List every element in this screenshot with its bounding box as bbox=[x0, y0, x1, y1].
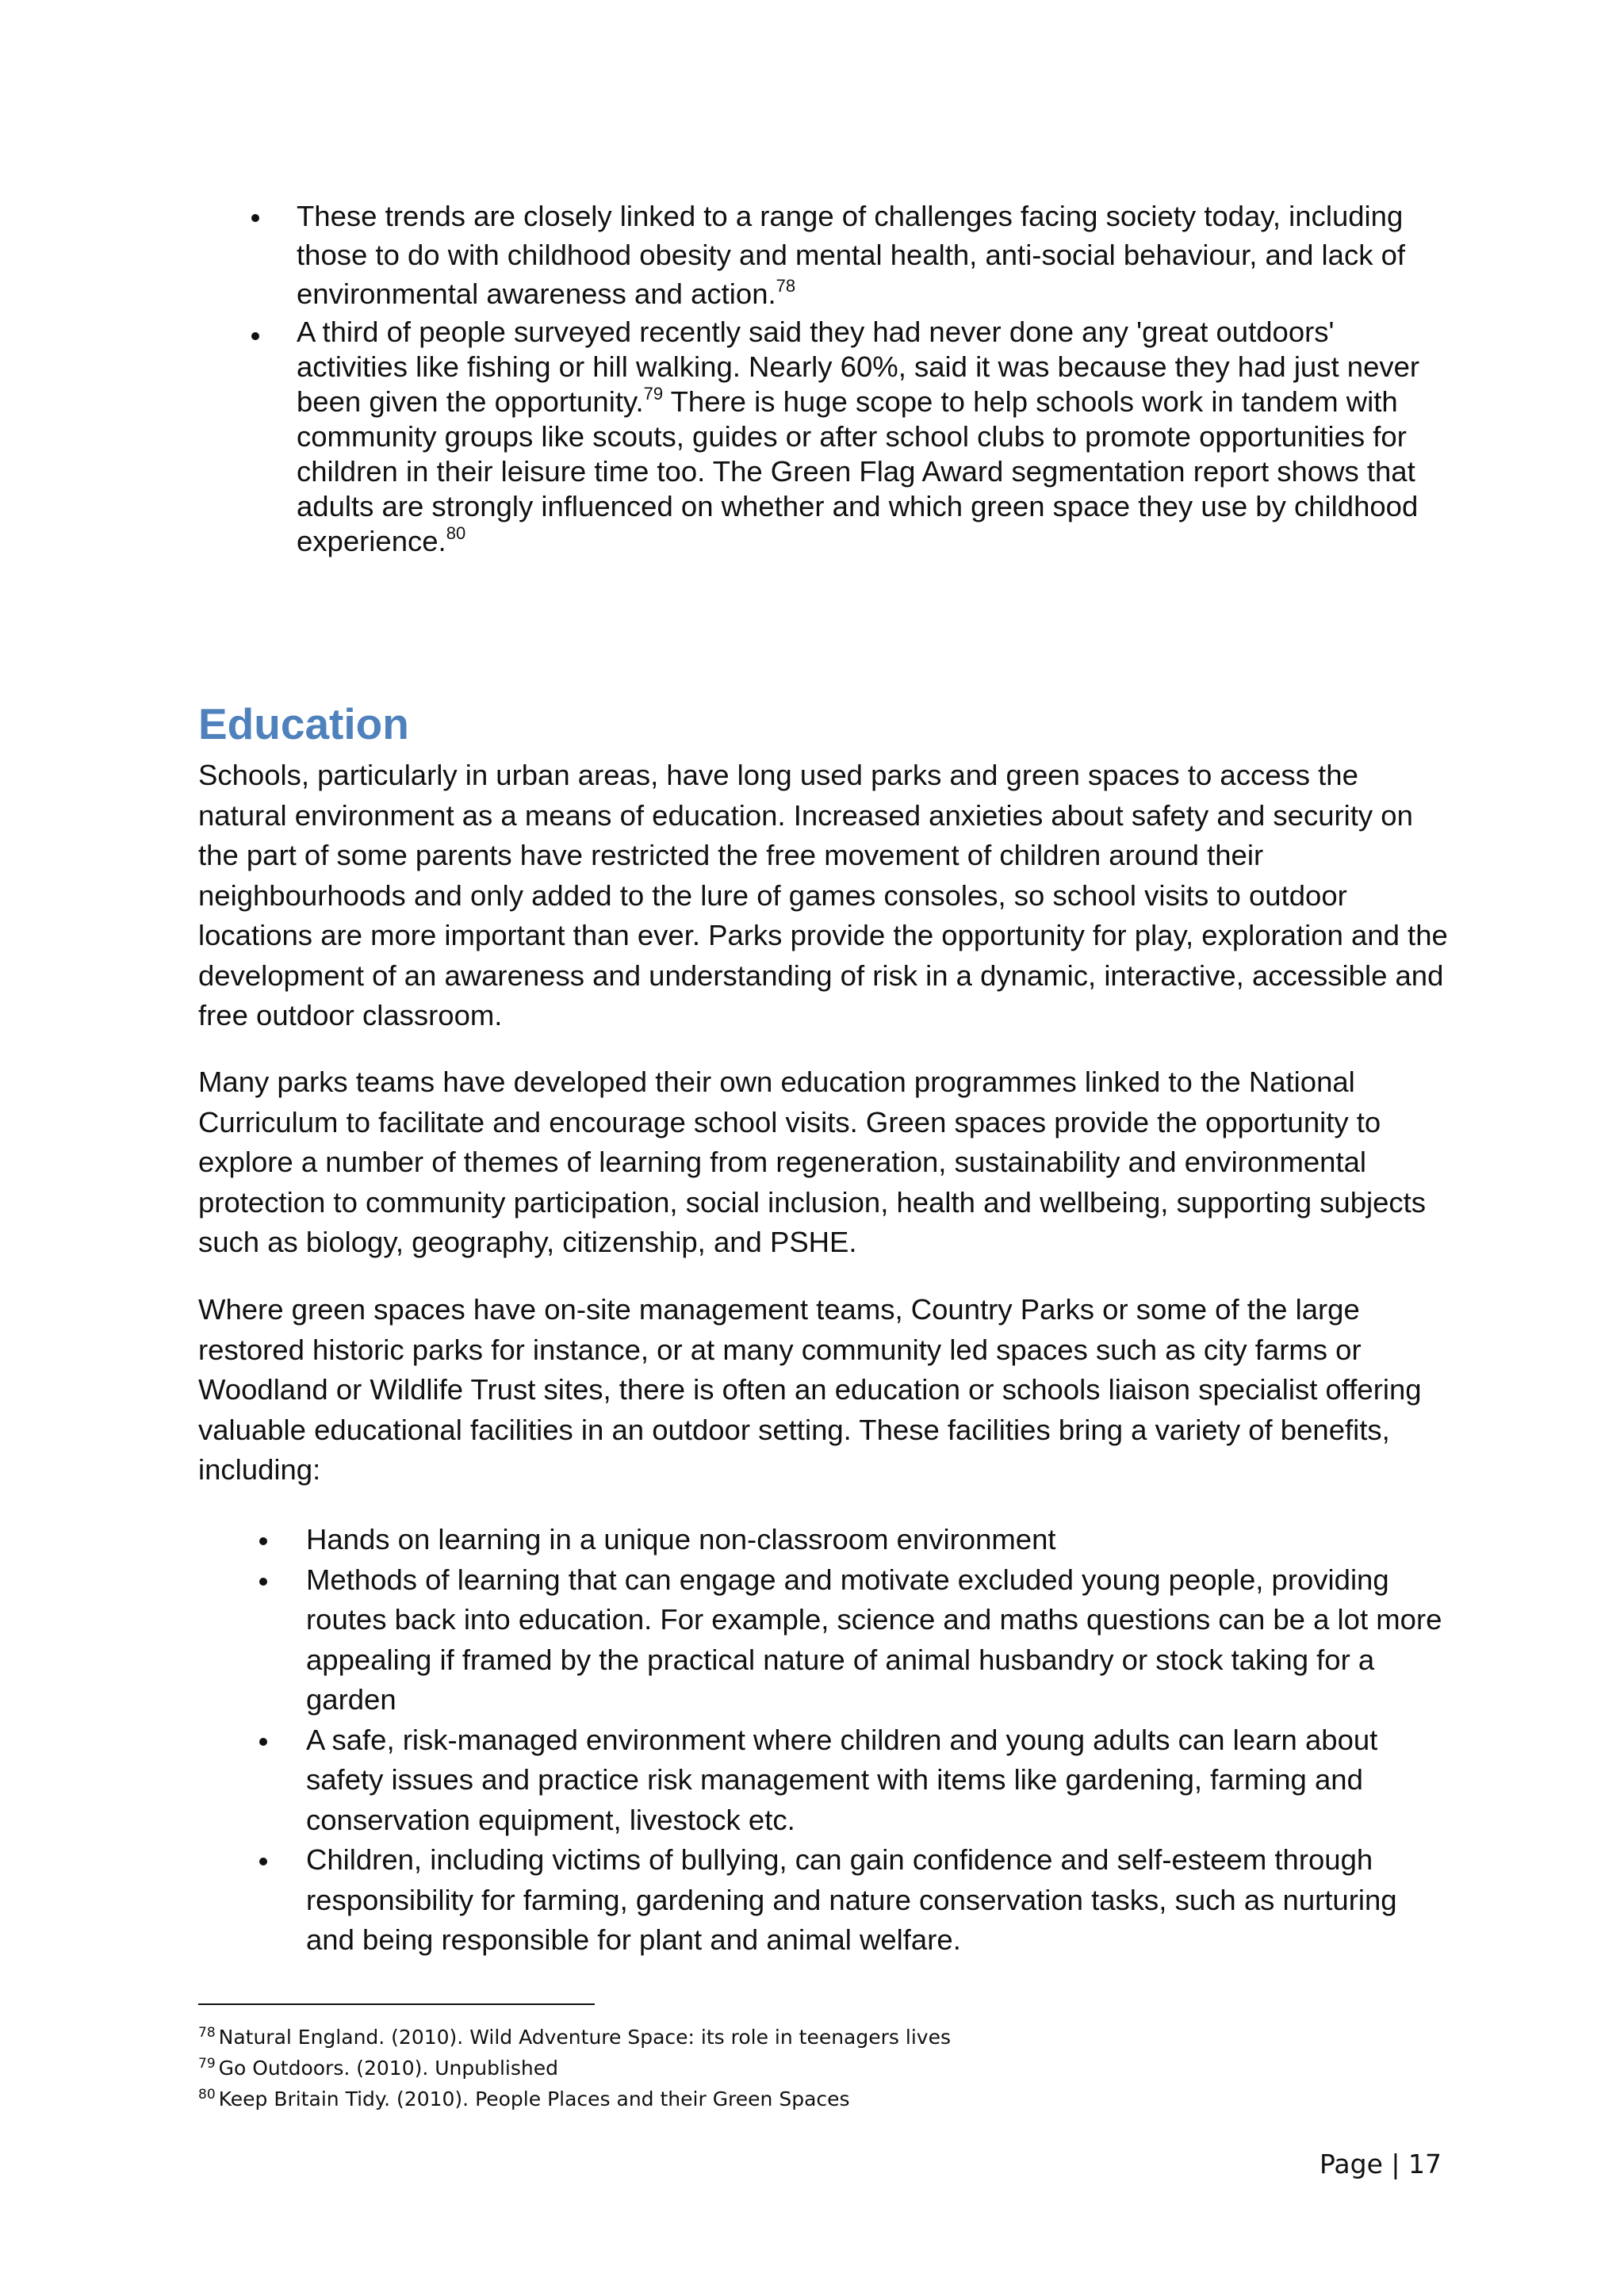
footnote bbox=[198, 2053, 1308, 2084]
bullet-icon bbox=[251, 332, 259, 340]
list-item bbox=[198, 315, 1443, 559]
footnote-divider bbox=[198, 2003, 595, 2005]
footnotes bbox=[198, 2022, 1308, 2114]
footnote-ref[interactable]: 80 bbox=[446, 522, 466, 543]
list-item bbox=[198, 197, 1443, 313]
list-item bbox=[198, 1520, 1451, 1560]
section-heading: Education bbox=[198, 699, 409, 748]
page-number: Page | 17 bbox=[1320, 2149, 1442, 2179]
footnote-text: Keep Britain Tidy. (2010). People Places and their Green Spaces bbox=[218, 2087, 850, 2110]
bullet-text: A safe, risk-managed environment where children and young adults can learn about safety issues and practice risk management with items like gardening, farming and conservation equipment, livestock etc. bbox=[306, 1723, 1378, 1836]
list-item bbox=[198, 1840, 1451, 1961]
footnote-number: 78 bbox=[198, 2024, 216, 2041]
footnote-text: Go Outdoors. (2010). Unpublished bbox=[218, 2057, 558, 2080]
footnote-number: 80 bbox=[198, 2086, 216, 2103]
footnote-ref[interactable]: 78 bbox=[776, 275, 796, 296]
top-bullet-list bbox=[198, 197, 1443, 559]
bullet-text: There is huge scope to help schools work in tandem with community groups like scouts, guides or after school clubs to promote opportunities for children in their leisure time too. The Green Flag Award segmentation report shows that adults are strongly influenced on whether and which green space they use by childhood experience. bbox=[297, 385, 1419, 557]
bullet-icon bbox=[251, 214, 259, 222]
list-item bbox=[198, 1560, 1451, 1720]
bullet-text: A third of people surveyed recently said they had never done any 'great outdoors' activities like fishing or hill walking. Nearly 60%, said it was because they had just never been given the opportunity. bbox=[297, 316, 1420, 418]
bullet-text: Methods of learning that can engage and motivate excluded young people, providing routes back into education. For example, science and maths questions can be a lot more appealing if framed by the practical nature of animal husbandry or stock taking for a garden bbox=[306, 1563, 1442, 1716]
footnote bbox=[198, 2022, 1308, 2053]
bullet-text: Children, including victims of bullying, can gain confidence and self-esteem through responsibility for farming, gardening and nature conservation tasks, such as nurturing and being responsible for plant and animal welfare. bbox=[306, 1843, 1397, 1956]
bullet-icon bbox=[259, 1858, 267, 1866]
footnote-ref[interactable]: 79 bbox=[643, 383, 664, 404]
body-paragraph: Schools, particularly in urban areas, have long used parks and green spaces to access the natural environment as a means of education. Increased anxieties about safety and security on the part of some parents have restricted the free movement of children around their neighbourhoods and only added to the lure of games consoles, so school visits to outdoor locations are more important than ever. Parks provide the opportunity for play, exploration and the development of an awareness and understanding of risk in a dynamic, interactive, accessible and free outdoor classroom. bbox=[198, 759, 1448, 1031]
bullet-text: Hands on learning in a unique non-classroom environment bbox=[306, 1523, 1056, 1556]
bullet-icon bbox=[259, 1537, 267, 1545]
footnote-text: Natural England. (2010). Wild Adventure Space: its role in teenagers lives bbox=[218, 2026, 951, 2049]
benefits-bullet-list bbox=[198, 1520, 1451, 1961]
body-paragraph: Many parks teams have developed their own education programmes linked to the National Curriculum to facilitate and encourage school visits. Green spaces provide the opportunity to explore a number of themes of learning from regeneration, sustainability and environmental protection to community participation, social inclusion, health and wellbeing, supporting subjects such as biology, geography, citizenship, and PSHE. bbox=[198, 1066, 1427, 1258]
body-paragraph: Where green spaces have on-site management teams, Country Parks or some of the large restored historic parks for instance, or at many community led spaces such as city farms or Woodland or Wildlife Trust sites, there is often an education or schools liaison specialist offering valuable educational facilities in an outdoor setting. These facilities bring a variety of benefits, including: bbox=[198, 1293, 1422, 1486]
bullet-icon bbox=[259, 1578, 267, 1586]
footnote bbox=[198, 2084, 1308, 2114]
list-item bbox=[198, 1720, 1451, 1841]
bullet-text: These trends are closely linked to a range of challenges facing society today, including those to do with childhood obesity and mental health, anti-social behaviour, and lack of environmental awareness and action. bbox=[297, 200, 1406, 310]
bullet-icon bbox=[259, 1738, 267, 1746]
footnote-number: 79 bbox=[198, 2055, 216, 2072]
